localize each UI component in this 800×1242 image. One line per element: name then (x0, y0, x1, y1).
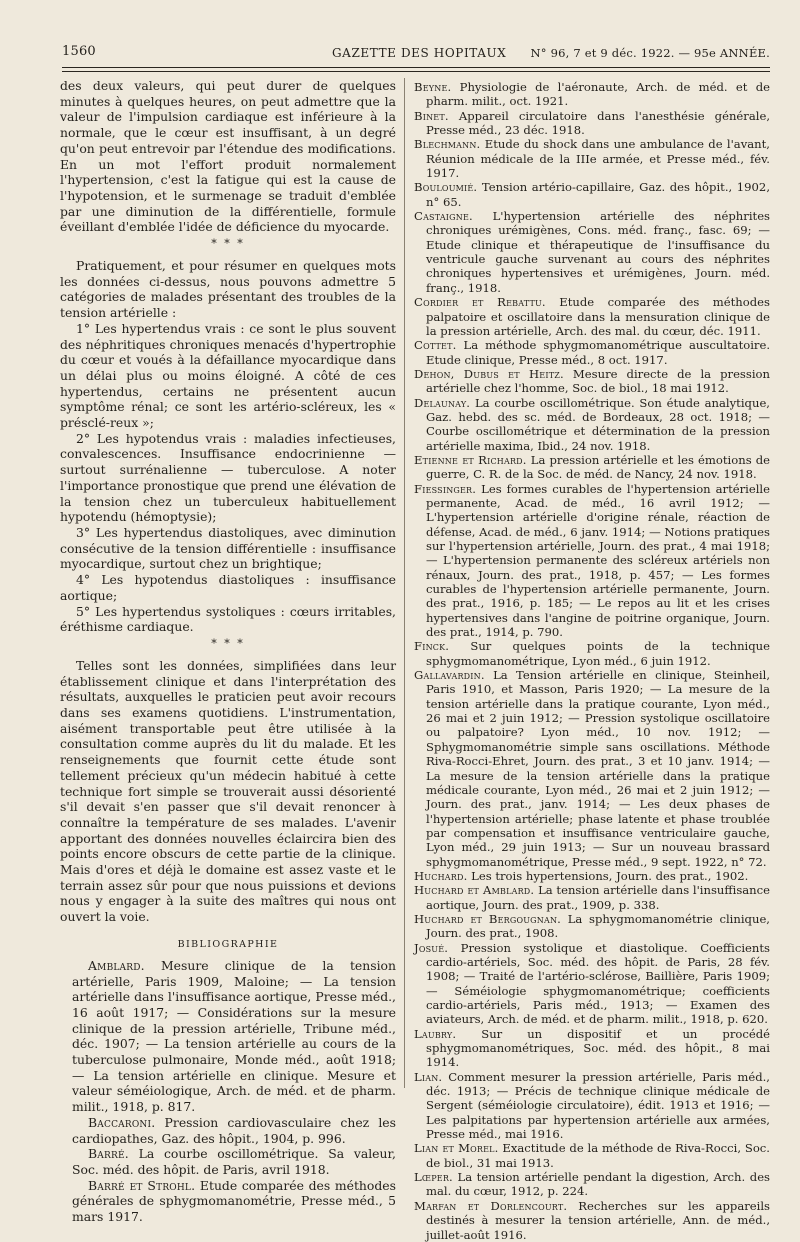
bibliography-text: Sur un dispositif et un procédé sphygmomanométriques, Soc. méd. des hôpit., 8 mai 1914. (426, 1026, 770, 1070)
bibliography-text: La courbe oscillométrique. Sa valeur, Soc. méd. des hôpit. de Paris, avril 1918. (72, 1146, 396, 1177)
bibliography-text: La méthode sphygmomanométrique auscultatoire. Etude clinique, Presse méd., 8 oct. 1917. (426, 338, 770, 367)
bibliography-author: Beyne. (414, 80, 452, 94)
bibliography-entry (414, 912, 770, 941)
bibliography-author: Huchard. (414, 868, 468, 883)
bibliography-entry (414, 1170, 770, 1199)
paragraph: Pratiquement, et pour résumer en quelques mots les données ci-dessus, nous pouvons admettre 5 catégories de malades présentant des troubles de la tension artérielle : (60, 258, 396, 321)
bibliography-text: La pression artérielle et les émotions de guerre, C. R. de la Soc. de méd. de Nancy, 24 nov. 1918. (426, 452, 771, 482)
bibliography-text: L'hypertension artérielle des néphrites chroniques urémigènes, Cons. méd. franç., fasc. 69; — Etude clinique et thérapeutique de l'insuffisance du ventricule gauche survenant au cours des néphrites chroniques hypertensives et urémigènes, Journ. méd. franç., 1918. (426, 209, 770, 295)
bibliography-author: Laubry. (414, 1026, 457, 1041)
bibliography-author: Castaigne. (414, 209, 473, 224)
bibliography-author: Cottet. (414, 338, 457, 353)
header-rule-thin (62, 71, 770, 72)
list-item: 4° Les hypotendus diastoliques : insuffisance aortique; (60, 572, 396, 603)
bibliography-text: Pression cardiovasculaire chez les cardiopathes, Gaz. des hôpit., 1904, p. 996. (72, 1114, 396, 1146)
bibliography-entry (414, 338, 770, 367)
bibliography-author: Etienne et Richard. (414, 452, 527, 467)
bibliography-author: Bouloumié. (414, 180, 478, 195)
bibliography-text: La tension artérielle dans l'insuffisance aortique, Journ. des prat., 1909, p. 338. (426, 883, 771, 912)
bibliography-author: Binet. (414, 108, 449, 123)
bibliography-author: Delaunay. (414, 395, 471, 410)
page-number: 1560 (62, 44, 96, 59)
bibliography-entry (414, 137, 770, 180)
list-item: 1° Les hypertendus vrais : ce sont le plus souvent des néphritiques chroniques menacés d'hypertrophie du cœur et voués à la défaillance myocardique dans un délai plus ou moins éloigné. A côté de ces hypertendus, certains ne présentent aucun symptôme rénal; ce sont les artério-scléreux, les « présclé-reux »; (60, 320, 396, 431)
bibliography-author: Fiessinger. (414, 481, 477, 496)
bibliography-entry (414, 109, 770, 138)
right-column (414, 80, 770, 1242)
bibliography-entry (60, 958, 396, 1115)
bibliography-text: Sur quelques points de la technique sphygmomanométrique, Lyon méd., 6 juin 1912. (426, 639, 770, 668)
bibliography-text: Recherches sur les appareils destinés à mesurer la tension artérielle, Ann. de méd., juillet-août 1916. (426, 1198, 770, 1242)
bibliography-author: Marfan et Dorlencourt. (414, 1198, 568, 1213)
bibliography-entry (414, 941, 770, 1027)
bibliography-entry (60, 1146, 396, 1177)
bibliography-text: La courbe oscillométrique. Son étude analytique, Gaz. hebd. des sc. méd. de Bordeaux, 28 oct. 1918; — Courbe oscillométrique et détermination de la pression artérielle maxima, Ibid., 24 nov. 1918. (426, 395, 770, 453)
section-separator: * * * (211, 237, 245, 251)
bibliography-entry (414, 1199, 770, 1242)
paragraph: Telles sont les données, simplifiées dans leur établissement clinique et dans l'interprétation des résultats, auxquelles le praticien peut avoir recours dans ses examens quotidiens. L'instrumentation, aisément transportable peut être utilisée à la consultation comme auprès du lit du malade. Et les renseignements que fournit cette étude sont tellement précieux qu'un médecin habitué à cette technique fort simple se trouverait aussi désorienté s'il devait s'en passer que s'il devait renoncer à connaître la température de ses malades. L'avenir apportant des données nouvelles éclaircira bien des points encore obscurs de cette partie de la clinique. Mais d'ores et déjà le domaine est assez vaste et le terrain assez sûr pour que nous puissions et devions nous y engager à la suite des maîtres qui nous ont ouvert la voie. (60, 657, 396, 925)
bibliography-text: Mesure directe de la pression artérielle chez l'homme, Soc. de biol., 18 mai 1912. (426, 366, 770, 396)
bibliography-entry (414, 1141, 770, 1170)
bibliography-author: Huchard et Amblard. (414, 883, 535, 898)
bibliography-author: Cordier et Rebattu. (414, 295, 546, 310)
bibliography-entry (414, 639, 770, 668)
bibliography-entry (414, 1027, 770, 1070)
bibliography-entry (414, 1070, 770, 1142)
bibliography-entry (414, 668, 770, 869)
bibliography-list (60, 958, 396, 1225)
running-header (62, 44, 770, 64)
bibliography-text: Etude comparée des méthodes générales de sphygmomanométrie, Presse méd., 5 mars 1917. (72, 1177, 396, 1225)
bibliography-author: Gallavardin. (414, 668, 485, 683)
bibliography-entry (414, 367, 770, 396)
issue-info: N° 96, 7 et 9 déc. 1922. — 95e ANNÉE. (530, 46, 770, 60)
bibliography-author: Baccaroni. (88, 1114, 156, 1130)
bibliography-text: Les formes curables de l'hypertension artérielle permanente, Acad. de méd., 16 avril 1912; — L'hypertension artérielle d'origine rénale, réaction de défense, Acad. de méd., 6 janv. 1914; — Notions pratiques sur l'hypertension artérielle, Journ. des prat., 4 mai 1918; — L'hypertension permanente des scléreux artériels non rénaux, Journ. des prat., 1918, p. 457; — Les formes curables de l'hypertension artérielle permanente, Journ. des prat., 1916, p. 185; — Le repos au lit et les crises hypertensives dans l'angine de poitrine organique, Journ. des prat., 1914, p. 790. (426, 481, 770, 640)
bibliography-author: Barré. (88, 1146, 129, 1162)
bibliography-entry (414, 209, 770, 295)
bibliography-text: La tension artérielle pendant la digestion, Arch. des mal. du cœur, 1912, p. 224. (426, 1170, 770, 1199)
bibliography-author: Huchard et Bergougnan. (414, 911, 562, 926)
bibliography-entry (414, 80, 770, 109)
bibliography-entry (60, 1115, 396, 1146)
bibliography-text: Etude comparée des méthodes palpatoire et oscillatoire dans la mensuration clinique de la pression artérielle, Arch. des mal. du cœur, déc. 1911. (426, 295, 770, 338)
bibliography-entry (414, 869, 770, 883)
bibliography-author: Lian. (414, 1069, 443, 1084)
bibliography-author: Lian et Morel. (414, 1141, 499, 1156)
list-item: 3° Les hypertendus diastoliques, avec diminution consécutive de la tension différentielle : insuffisance myocardique, surtout chez un brightique; (60, 524, 396, 572)
bibliography-text: Les trois hypertensions, Journ. des prat., 1902. (467, 868, 749, 883)
bibliography-entry (414, 482, 770, 640)
bibliography-entry (414, 295, 770, 338)
bibliography-text: Pression systolique et diastolique. Coefficients cardio-artériels, Soc. méd. des hôpit. de Paris, 28 fév. 1908; — Traité de l'artério-sclérose, Baillière, Paris 1909; — Séméiologie sphygmomanométrique; coefficients cardio-artériels, Paris méd., 1913; — Examen des aviateurs, Arch. de méd. et de pharm. milit., 1918, p. 620. (426, 940, 770, 1027)
bibliography-entry (60, 1178, 396, 1225)
bibliography-text: Tension artério-capillaire, Gaz. des hôpit., 1902, n° 65. (426, 180, 770, 209)
bibliography-author: Dehon, Dubus et Heitz. (414, 366, 564, 381)
bibliography-entry (414, 396, 770, 453)
bibliography-entry (414, 883, 770, 912)
bibliography-author: Blechmann. (414, 137, 481, 152)
bibliography-author: Finck. (414, 639, 450, 654)
header-rule-thick (62, 67, 770, 68)
bibliography-entry (414, 180, 770, 209)
bibliography-text: Comment mesurer la pression artérielle, Paris méd., déc. 1913; — Précis de technique clinique médicale de Sergent (séméiologie circulatoire), édit. 1913 et 1916; — Les palpitations par hypertension artérielle aux armées, Presse méd., mai 1916. (426, 1069, 770, 1142)
bibliography-text: Exactitude de la méthode de Riva-Rocci, Soc. de biol., 31 mai 1913. (426, 1141, 770, 1170)
bibliography-author: Barré et Strohl. (88, 1177, 196, 1193)
bibliography-list (414, 80, 770, 1242)
bibliography-author: Amblard. (88, 957, 145, 973)
bibliography-text: Etude du shock dans une ambulance de l'avant, Réunion médicale de la IIIe armée, et Presse méd., fév. 1917. (426, 137, 770, 181)
bibliography-text: La sphygmomanométrie clinique, Journ. des prat., 1908. (426, 911, 770, 941)
bibliography-text: Appareil circulatoire dans l'anesthésie générale, Presse méd., 23 déc. 1918. (426, 108, 770, 138)
bibliography-heading: BIBLIOGRAPHIE (177, 938, 279, 950)
section-separator: * * * (211, 636, 245, 650)
bibliography-text: Physiologie de l'aéronaute, Arch. de méd. et de pharm. milit., oct. 1921. (426, 80, 770, 109)
list-item: 2° Les hypotendus vrais : maladies infectieuses, convalescences. Insuffisance endocrinienne — surtout surrénalienne — tuberculose. A noter l'importance pronostique que prend une élévation de la tension chez un tuberculeux habituellement hypotendu (hémoptysie); (60, 430, 396, 525)
bibliography-text: Mesure clinique de la tension artérielle, Paris 1909, Maloine; — La tension artérielle dans l'insuffisance aortique, Presse méd., 16 août 1917; — Considérations sur la mesure clinique de la pression artérielle, Tribune méd., déc. 1907; — La tension artérielle au cours de la tuberculose pulmonaire, Monde méd., août 1918; — La tension artérielle en clinique. Mesure et valeur séméiologique, Arch. de méd. et de pharm. milit., 1918, p. 817. (72, 957, 396, 1115)
bibliography-text: La Tension artérielle en clinique, Steinheil, Paris 1910, et Masson, Paris 1920; — La mesure de la tension artérielle dans la pratique courante, Lyon méd., 26 mai et 2 juin 1912; — Pression systolique oscillatoire ou palpatoire? Lyon méd., 10 nov. 1912; — Sphygmomanométrie simple sans oscillations. Méthode Riva-Rocci-Ehret, Journ. des prat., 3 et 10 janv. 1914; — La mesure de la tension artérielle dans la pratique médicale courante, Lyon méd., 26 mai et 2 juin 1912; — Journ. des prat., janv. 1914; — Les deux phases de l'hypertension artérielle; phase latente et phase troublée par compensation et insuffisance ventriculaire gauche, Lyon méd., 29 juin 1913; — Sur un nouveau brassard sphygmomanométrique, Presse méd., 9 sept. 1922, n° 72. (426, 668, 770, 869)
column-divider (404, 78, 405, 1088)
bibliography-entry (414, 453, 770, 482)
paragraph: des deux valeurs, qui peut durer de quelques minutes à quelques heures, on peut admettre que la valeur de l'impulsion cardiaque est inférieure à la normale, que le cœur est insuffisant, à un degré qu'on peut entrevoir par l'étendue des modifications. En un mot l'effort produit normalement l'hypertension, c'est la fatigue qui est la cause de l'hypotension, et le surmenage se traduit d'emblée par une diminution de la différentielle, formule éveillant d'emblée l'idée de déficience du myocarde. (60, 78, 396, 235)
bibliography-author: Josué. (414, 940, 449, 955)
left-column (60, 78, 396, 1225)
journal-title: GAZETTE DES HOPITAUX (332, 46, 507, 60)
list-item: 5° Les hypertendus systoliques : cœurs irritables, éréthisme cardiaque. (60, 603, 396, 635)
bibliography-author: Lœper. (414, 1170, 453, 1185)
